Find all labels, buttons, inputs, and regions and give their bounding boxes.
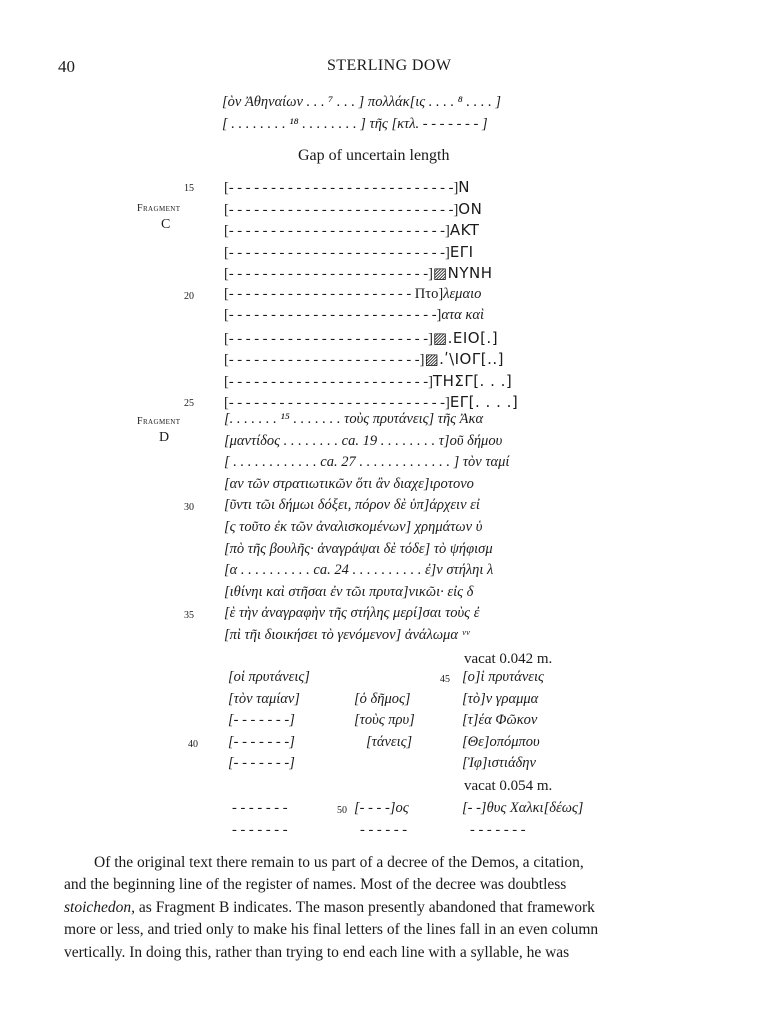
- register-left-cell: [- - - - - - -]: [228, 755, 295, 772]
- fragment-d-line: [. . . . . . . ¹⁵ . . . . . . . τοὺς πρυτάνεις] τῆς Ἀκα: [224, 411, 484, 427]
- register-mid-cell: [τοὺς πρυ]: [354, 712, 415, 729]
- line-number: 25: [184, 398, 194, 409]
- line-text: [- - - - - - - - - - - - - - - - - - - - - - - - -]: [224, 307, 442, 323]
- register-left-cell: [τὸν ταμίαν]: [228, 690, 300, 707]
- register-mid-cell: [τάνεις]: [366, 733, 413, 750]
- line-number: 20: [184, 290, 194, 302]
- line-text: [- - - - - - - - - - - - - - - - - - - - - - - - - -]: [224, 223, 450, 239]
- line-text: [- - - - - - - - - - - - - - - - - - - - - - Πτο]: [224, 285, 444, 302]
- fragment-d-line: [μαντίδος . . . . . . . . ca. 19 . . . . . . . . τ]οῦ δήμου: [224, 432, 503, 449]
- fragment-c-line: [224, 372, 512, 391]
- intro-line: [ . . . . . . . . ¹⁸ . . . . . . . . ] τῆς [κτλ. - - - - - - - ]: [222, 116, 488, 132]
- line-text: [- - - - - - - - - - - - - - - - - - - - - - - -]: [224, 330, 433, 347]
- gap-title: Gap of uncertain length: [298, 147, 450, 164]
- fragment-c-line: [224, 329, 498, 348]
- prose-line: more or less, and tried only to make his final letters of the lines fall in an even column: [64, 921, 599, 939]
- fragment-d-line: [ὲ τὴν ἀναγραφὴν τῆς στήλης μερί]σαι τοὺς ἐ: [224, 605, 480, 622]
- prose-line: [64, 897, 710, 919]
- fragment-d-line: [ιθίνηι καὶ στῆσαι ἐν τῶι πρυτα]νικῶι· εἰς δ: [224, 583, 474, 600]
- fragment-d-line: [ς τοῦτο ἐκ τῶν ἀναλισκομένων] χρημάτων ὑ: [224, 519, 483, 535]
- register-bottom-mid: [- - - -]ος: [354, 800, 409, 816]
- fragment-d-line: [πὶ τῆι διοικήσει τὸ γενόμενον] ἀνάλωμα ᵛᵛ: [224, 627, 470, 643]
- line-tail: ▨.EIO[.]: [432, 328, 499, 347]
- running-title: STERLING DOW: [327, 57, 452, 74]
- prose-line: vertically. In doing this, rather than trying to end each line with a syllable, he was: [64, 943, 570, 961]
- vacat-2: vacat 0.054 m.: [464, 778, 553, 794]
- register-final-mid: - - - - - -: [360, 822, 408, 838]
- fragment-c-line: [224, 200, 482, 219]
- register-left-cell: [- - - - - - -]: [228, 733, 295, 750]
- prose-line-rest: as Fragment B indicates. The mason presently abandoned that framework: [135, 898, 595, 916]
- fragment-c-line: [224, 221, 479, 240]
- line-text: [- - - - - - - - - - - - - - - - - - - - - - - - - -]: [224, 395, 450, 411]
- prose-italic: stoichedon,: [64, 898, 136, 916]
- line-tail: ▨.ʹ\IOΓ[..]: [424, 350, 504, 368]
- line-text: [- - - - - - - - - - - - - - - - - - - - - - - - - -]: [224, 244, 450, 261]
- line-tail: ατα καὶ: [441, 307, 485, 323]
- line-tail: EΓI: [449, 242, 474, 261]
- register-final-left: - - - - - - -: [232, 822, 288, 838]
- register-right-cell: [Ἰφ]ιστιάδην: [462, 755, 536, 772]
- register-right-cell: [τ]έα Φῶκον: [462, 712, 538, 729]
- fragment-c-line: [224, 264, 492, 283]
- fragment-c-line: [224, 307, 484, 324]
- line-text: [- - - - - - - - - - - - - - - - - - - - - - - -]: [224, 373, 433, 390]
- line-tail: ON: [458, 199, 483, 218]
- body-text: [64, 852, 710, 964]
- fragment-d-line: [ῦντι τῶι δήμωι δόξει, πόρον δὲ ὑπ]άρχειν εἰ: [224, 497, 480, 514]
- register-bottom-right: [- -]θυς Χαλκι[δέως]: [462, 800, 584, 816]
- line-number: 15: [184, 183, 194, 194]
- line-tail: THΣΓ[. . .]: [432, 371, 513, 390]
- register-bottom-left: - - - - - - -: [232, 800, 288, 816]
- register-right-cell: [τὸ]ν γραμμα: [462, 690, 539, 707]
- fragment-c-label: Fragment: [137, 203, 181, 214]
- fragment-d-line: [πὸ τῆς βουλῆς· ἀναγράψαι δὲ τόδε] τὸ ψήφισμ: [224, 540, 493, 557]
- line-number: 35: [184, 610, 194, 622]
- line-number: 40: [188, 738, 198, 750]
- register-left-cell: [οἱ πρυτάνεις]: [228, 669, 310, 685]
- register-right-cell: [Θε]οπόμπου: [462, 733, 540, 750]
- line-number: 45: [440, 674, 450, 685]
- prose-line: Of the original text there remain to us part of a decree of the Demos, a citation,: [94, 854, 584, 871]
- line-tail: N: [458, 178, 471, 196]
- fragment-d-letter: D: [159, 430, 170, 445]
- line-text: [- - - - - - - - - - - - - - - - - - - - - - - - - - -]: [224, 201, 459, 218]
- line-tail: AKT: [449, 221, 480, 239]
- intro-line: [ὸν Ἀθηναίων . . . ⁷ . . . ] πολλάκ[ις . . . . ⁸ . . . . ]: [222, 94, 502, 110]
- line-text: [- - - - - - - - - - - - - - - - - - - - - - -]: [224, 352, 425, 368]
- vacat-1: vacat 0.042 m.: [464, 651, 553, 667]
- fragment-c-letter: C: [161, 217, 171, 232]
- line-number: 30: [184, 502, 194, 514]
- register-right-cell: [ο]ἱ πρυτάνεις: [462, 669, 544, 685]
- line-number: 50: [337, 805, 347, 816]
- fragment-d-line: [αν τῶν στρατιωτικῶν ὅτι ἂν διαχε]ιροτονο: [224, 475, 474, 492]
- line-text: [- - - - - - - - - - - - - - - - - - - - - - - - - - -]: [224, 180, 459, 196]
- register-mid-cell: [ὁ δῆμος]: [354, 690, 411, 707]
- register-left-cell: [- - - - - - -]: [228, 712, 295, 729]
- fragment-c-line: [224, 286, 481, 303]
- line-tail: EΓ[. . . .]: [449, 393, 519, 411]
- page-number: 40: [58, 57, 75, 76]
- fragment-c-line: [224, 178, 470, 197]
- line-text: [- - - - - - - - - - - - - - - - - - - - - - - -]: [224, 266, 433, 282]
- fragment-c-line: [224, 393, 518, 412]
- prose-line: and the beginning line of the register of names. Most of the decree was doubtless: [64, 876, 567, 894]
- fragment-d-label: Fragment: [137, 416, 181, 427]
- line-tail: ▨NYNH: [432, 264, 493, 282]
- fragment-c-line: [224, 350, 504, 369]
- fragment-d-line: [ . . . . . . . . . . . . ca. 27 . . . . . . . . . . . . . ] τὸν ταμί: [224, 454, 510, 471]
- register-final-right: - - - - - - -: [470, 822, 526, 838]
- line-tail: λεμαιο: [443, 285, 482, 302]
- fragment-c-line: [224, 243, 474, 262]
- fragment-d-line: [α . . . . . . . . . . ca. 24 . . . . . . . . . . ἐ]ν στήληι λ: [224, 562, 494, 579]
